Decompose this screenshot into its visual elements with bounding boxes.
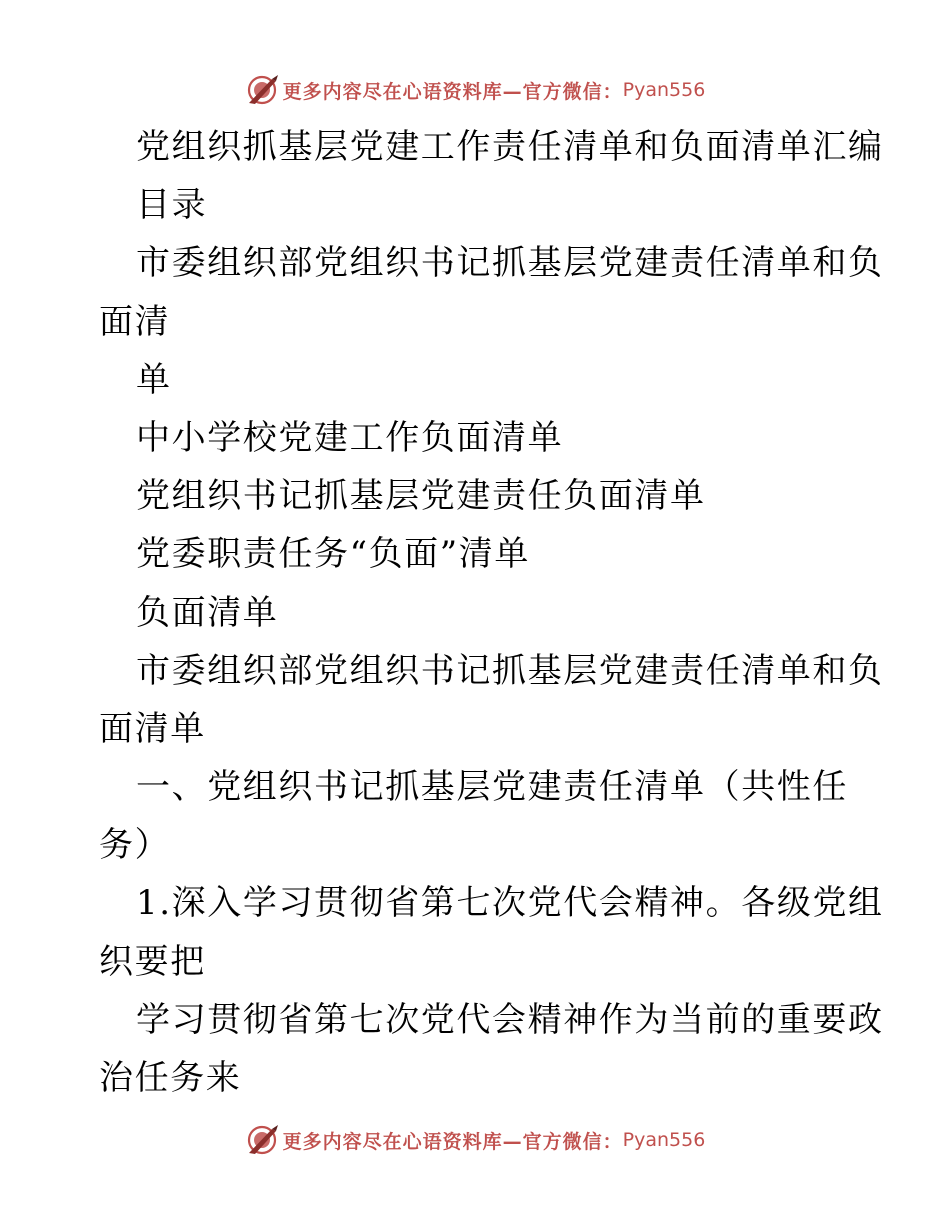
document-line: 治任务来 [99,1058,242,1098]
quill-seal-icon [245,1123,279,1157]
watermark-wechat-id: Pyan556 [622,79,706,101]
watermark-site-text: 更多内容尽在心语资料库—官方微信： [282,1130,623,1153]
watermark-footer [0,1120,950,1160]
document-line: 务） [99,825,171,866]
document-line: 党组织书记抓基层党建责任负面清单 [136,476,706,517]
document-line: 党委职责任务“负面”清单 [136,534,530,575]
document-line: 市委组织部党组织书记抓基层党建责任清单和负 [136,243,884,284]
document-body [99,118,884,1107]
document-line: 市委组织部党组织书记抓基层党建责任清单和负 [136,650,884,691]
document-line: 1.深入学习贯彻省第七次党代会精神。各级党组 [136,883,884,924]
document-line: 一、党组织书记抓基层党建责任清单（共性任 [136,767,848,808]
quill-seal-icon [245,73,279,107]
document-line: 面清单 [99,708,206,749]
document-line: 中小学校党建工作负面清单 [136,417,564,458]
document-line: 织要把 [99,941,206,982]
document-line: 面清 [99,301,171,342]
document-line: 目录 [136,185,208,226]
document-line: 学习贯彻省第七次党代会精神作为当前的重要政 [136,999,884,1040]
document-line: 单 [136,359,172,400]
document-line: 党组织抓基层党建工作责任清单和负面清单汇编 [136,127,884,167]
watermark-header [0,70,950,110]
document-line: 负面清单 [136,592,279,633]
watermark-wechat-id: Pyan556 [622,1129,706,1151]
watermark-site-text: 更多内容尽在心语资料库—官方微信： [282,80,623,103]
